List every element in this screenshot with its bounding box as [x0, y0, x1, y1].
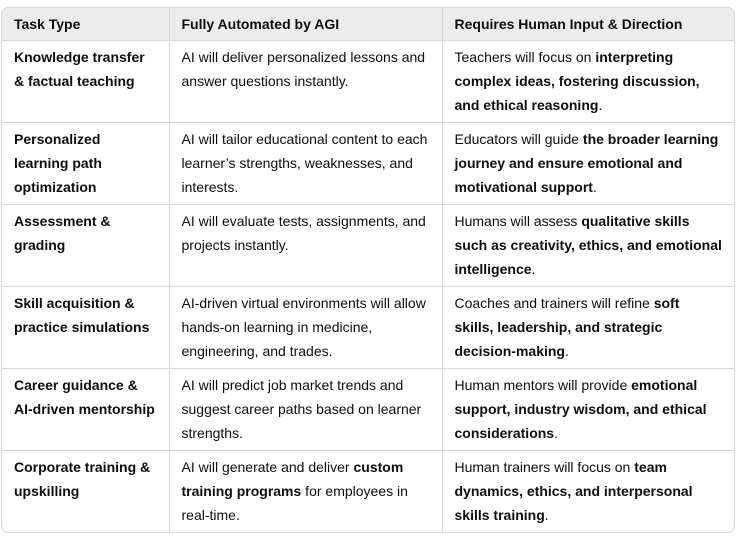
table-row [2, 204, 734, 286]
task-type-cell: Career guidance & AI-driven mentorship [2, 368, 169, 450]
comparison-table-container [1, 7, 735, 533]
header-row [2, 8, 734, 40]
cell-text: AI will generate and deliver [181, 458, 354, 475]
cell-text: for employees in real-time. [181, 482, 408, 523]
table-body [2, 40, 734, 532]
cell-text: . [592, 178, 597, 195]
table-row [2, 40, 734, 122]
agi-cell [169, 368, 442, 450]
emphasis-text: soft skills, leadership, and strategic decision-making [454, 294, 680, 359]
human-cell [442, 40, 734, 122]
human-cell [442, 122, 734, 204]
cell-text: Human mentors will provide [454, 376, 632, 393]
emphasis-text: interpreting complex ideas, fostering discussion, and ethical reasoning [454, 48, 700, 113]
task-type-cell: Knowledge transfer & factual teaching [14, 48, 145, 89]
header-task-type: Task Type [2, 8, 169, 40]
cell-text: AI will predict job market trends and suggest career paths based on learner strengths. [181, 376, 422, 441]
table-row [2, 450, 734, 532]
human-cell [442, 286, 734, 368]
emphasis-text: emotional support, industry wisdom, and ethical considerations [454, 376, 707, 441]
agi-cell [169, 40, 442, 122]
agi-cell [169, 286, 442, 368]
emphasis-text: qualitative skills such as creativity, ethics, and emotional intelligence [454, 212, 722, 277]
table-header [2, 8, 734, 40]
cell-text: Educators will guide [454, 130, 583, 147]
human-cell [442, 450, 734, 532]
table-row [2, 122, 734, 204]
cell-text: Coaches and trainers will refine [454, 294, 654, 311]
emphasis-text: the broader learning journey and ensure emotional and motivational support [454, 130, 719, 195]
cell-text: . [531, 260, 536, 277]
cell-text: AI will deliver personalized lessons and answer questions instantly. [181, 48, 426, 89]
cell-text: . [598, 96, 603, 113]
header-human-input: Requires Human Input & Direction [442, 8, 734, 40]
agi-cell [169, 450, 442, 532]
table-row [2, 368, 734, 450]
cell-text: Humans will assess [454, 212, 582, 229]
cell-text: . [544, 506, 549, 523]
cell-text: . [554, 424, 558, 441]
human-cell [442, 204, 734, 286]
agi-cell [169, 204, 442, 286]
cell-text: AI-driven virtual environments will allow hands-on learning in medicine, engineering, and trades. [181, 294, 426, 359]
task-type-cell: Assessment & grading [2, 204, 169, 286]
header-fully-automated: Fully Automated by AGI [169, 8, 442, 40]
cell-text: AI will evaluate tests, assignments, and projects instantly. [181, 212, 426, 253]
task-type-cell: Corporate training & upskilling [2, 450, 169, 532]
task-type-cell: Skill acquisition & practice simulations [2, 286, 169, 368]
cell-text: Teachers will focus on [454, 48, 596, 65]
cell-text: Human trainers will focus on [454, 458, 635, 475]
table-row [2, 286, 734, 368]
emphasis-text: team dynamics, ethics, and interpersonal skills training [454, 458, 693, 523]
comparison-table [2, 8, 734, 532]
agi-cell [169, 122, 442, 204]
cell-text: AI will tailor educational content to each learner’s strengths, weaknesses, and interests. [181, 130, 428, 195]
emphasis-text: custom training programs [181, 458, 404, 499]
task-type-cell: Personalized learning path optimization [2, 122, 169, 204]
cell-text: . [564, 342, 569, 359]
human-cell [442, 368, 734, 450]
